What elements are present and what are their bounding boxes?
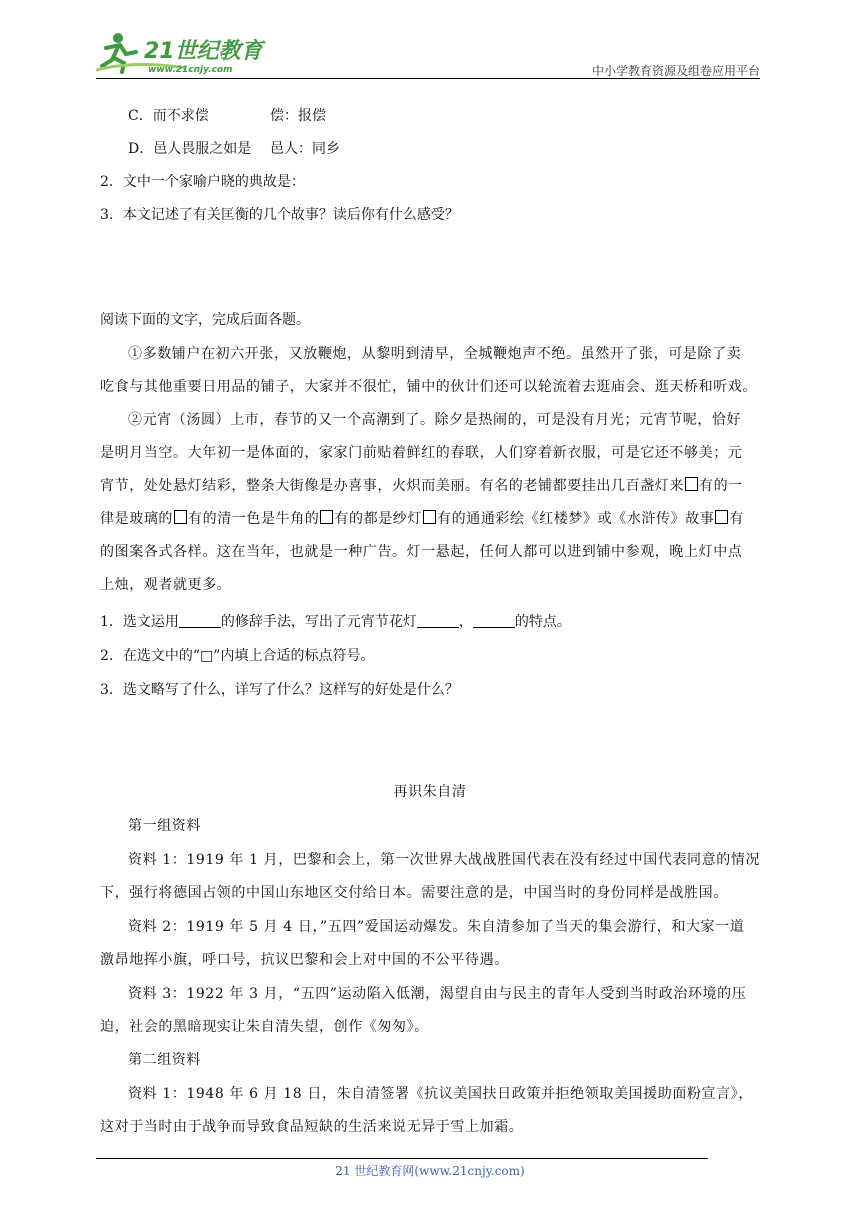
s3-m3-line2: 迫，社会的黑暗现实让朱自清失望，创作《匆匆》。 [100, 1019, 429, 1035]
header-divider [96, 78, 760, 79]
answer-blank[interactable] [473, 613, 515, 628]
option-c-label: C．而不求偿 [128, 108, 209, 124]
s2-p2-line4-b: 有的清一色是牛角的 [188, 511, 320, 527]
option-d-label: D．邑人畏服之如是 [128, 141, 252, 157]
site-logo [96, 30, 266, 76]
answer-blank[interactable] [179, 613, 221, 628]
s1-question-3: 3．本文记述了有关匡衡的几个故事？读后你有什么感受？ [100, 207, 459, 223]
s2-p2-line1: ②元宵（汤圆）上市，春节的又一个高潮到了。除夕是热闹的，可是没有月光；元宵节呢，恰好 [128, 412, 742, 428]
answer-blank[interactable] [417, 613, 459, 628]
option-c-gloss: 偿：报偿 [270, 108, 326, 124]
s3-n1-line1: 资料 1：1948 年 6 月 18 日，朱自清签署《抗议美国扶日政策并拒绝领取美国援助面粉宣言》， [128, 1086, 753, 1102]
s2-p2-line4-e: 有 [729, 511, 745, 527]
punctuation-box [715, 510, 728, 524]
footer-link[interactable]: 21 世纪教育网(www.21cnjy.com) [335, 1164, 525, 1178]
s3-m1-line1: 资料 1：1919 年 1 月，巴黎和会上，第一次世界大战战胜国代表在没有经过中国代表同意的情况 [128, 852, 761, 868]
s2-p2-line6: 上烛，观者就更多。 [100, 577, 232, 593]
s2-p2-line3 [100, 476, 743, 496]
punctuation-box [423, 510, 436, 524]
s2-p1-line1: ①多数铺户在初六开张，又放鞭炮，从黎明到清早，全城鞭炮声不绝。虽然开了张，可是除了卖 [128, 346, 742, 362]
s2-q1-part-a: 1．选文运用 [100, 614, 179, 630]
logo-url: www.21cnjy.com [148, 65, 233, 75]
s2-p2-line2: 是明月当空。大年初一是体面的，家家门前贴着鲜红的春联，人们穿着新衣服，可是它还不够美；元 [100, 445, 743, 461]
s2-p2-line4 [100, 509, 744, 529]
s3-m2-line2: 激昂地挥小旗，呼口号，抗议巴黎和会上对中国的不公平待遇。 [100, 952, 509, 968]
logo-title: 21世纪教育 [144, 39, 263, 64]
s2-intro: 阅读下面的文字，完成后面各题。 [100, 312, 310, 328]
s3-n1-line2: 这对于当时由于战争而导致食品短缺的生活来说无异于雪上加霜。 [100, 1119, 524, 1135]
header-platform-text: 中小学教育资源及组卷应用平台 [591, 64, 760, 78]
option-d-gloss: 邑人：同乡 [270, 141, 340, 157]
s2-p2-line3-tail: 有的一 [699, 478, 743, 494]
s2-p2-line3-text: 宵节，处处悬灯结彩，整条大街像是办喜事，火炽而美丽。有名的老铺都要挂出几百盏灯来 [100, 478, 684, 494]
footer-divider [96, 1158, 708, 1159]
s2-p2-line4-d: 有的通通彩绘《红楼梦》或《水浒传》故事 [437, 511, 715, 527]
s2-q1-part-b: 的修辞手法，写出了元宵节花灯 [220, 614, 417, 630]
page-header [96, 30, 760, 80]
s2-p2-line5: 的图案各式各样。这在当年，也就是一种广告。灯一悬起，任何人都可以进到铺中参观，晚上灯中点 [100, 544, 743, 560]
s2-q1-part-d: 的特点。 [514, 614, 571, 630]
punctuation-box [685, 477, 698, 491]
option-d [128, 139, 340, 159]
s3-title: 再识朱自清 [393, 784, 467, 800]
s2-question-1 [100, 612, 571, 632]
s3-group-1: 第一组资料 [128, 818, 201, 834]
option-c [128, 106, 326, 126]
s2-p2-line4-a: 律是玻璃的 [100, 511, 173, 527]
punctuation-box [320, 510, 333, 524]
s1-question-2: 2．文中一个家喻户晓的典故是： [100, 174, 305, 190]
s3-m3-line1: 资料 3：1922 年 3 月，“五四”运动陷入低潮，渴望自由与民主的青年人受到当时政治环境的压 [128, 986, 747, 1002]
s3-m2-line1: 资料 2：1919 年 5 月 4 日，”五四”爱国运动爆发。朱自清参加了当天的集会游行，和大家一道 [128, 919, 745, 935]
s2-question-2: 2．在选文中的“□”内填上合适的标点符号。 [100, 648, 375, 664]
s2-q1-part-c: ， [458, 614, 473, 630]
punctuation-box [174, 510, 187, 524]
s2-p2-line4-c: 有的都是纱灯 [334, 511, 423, 527]
s3-m1-line2: 下，强行将德国占领的中国山东地区交付给日本。需要注意的是，中国当时的身份同样是战胜国。 [100, 885, 728, 901]
s2-question-3: 3．选文略写了什么，详写了什么？这样写的好处是什么？ [100, 682, 459, 698]
s3-group-2: 第二组资料 [128, 1052, 201, 1068]
s2-p1-line2: 吃食与其他重要日用品的铺子，大家并不很忙，铺中的伙计们还可以轮流着去逛庙会、逛天桥和听戏。 [100, 379, 757, 395]
